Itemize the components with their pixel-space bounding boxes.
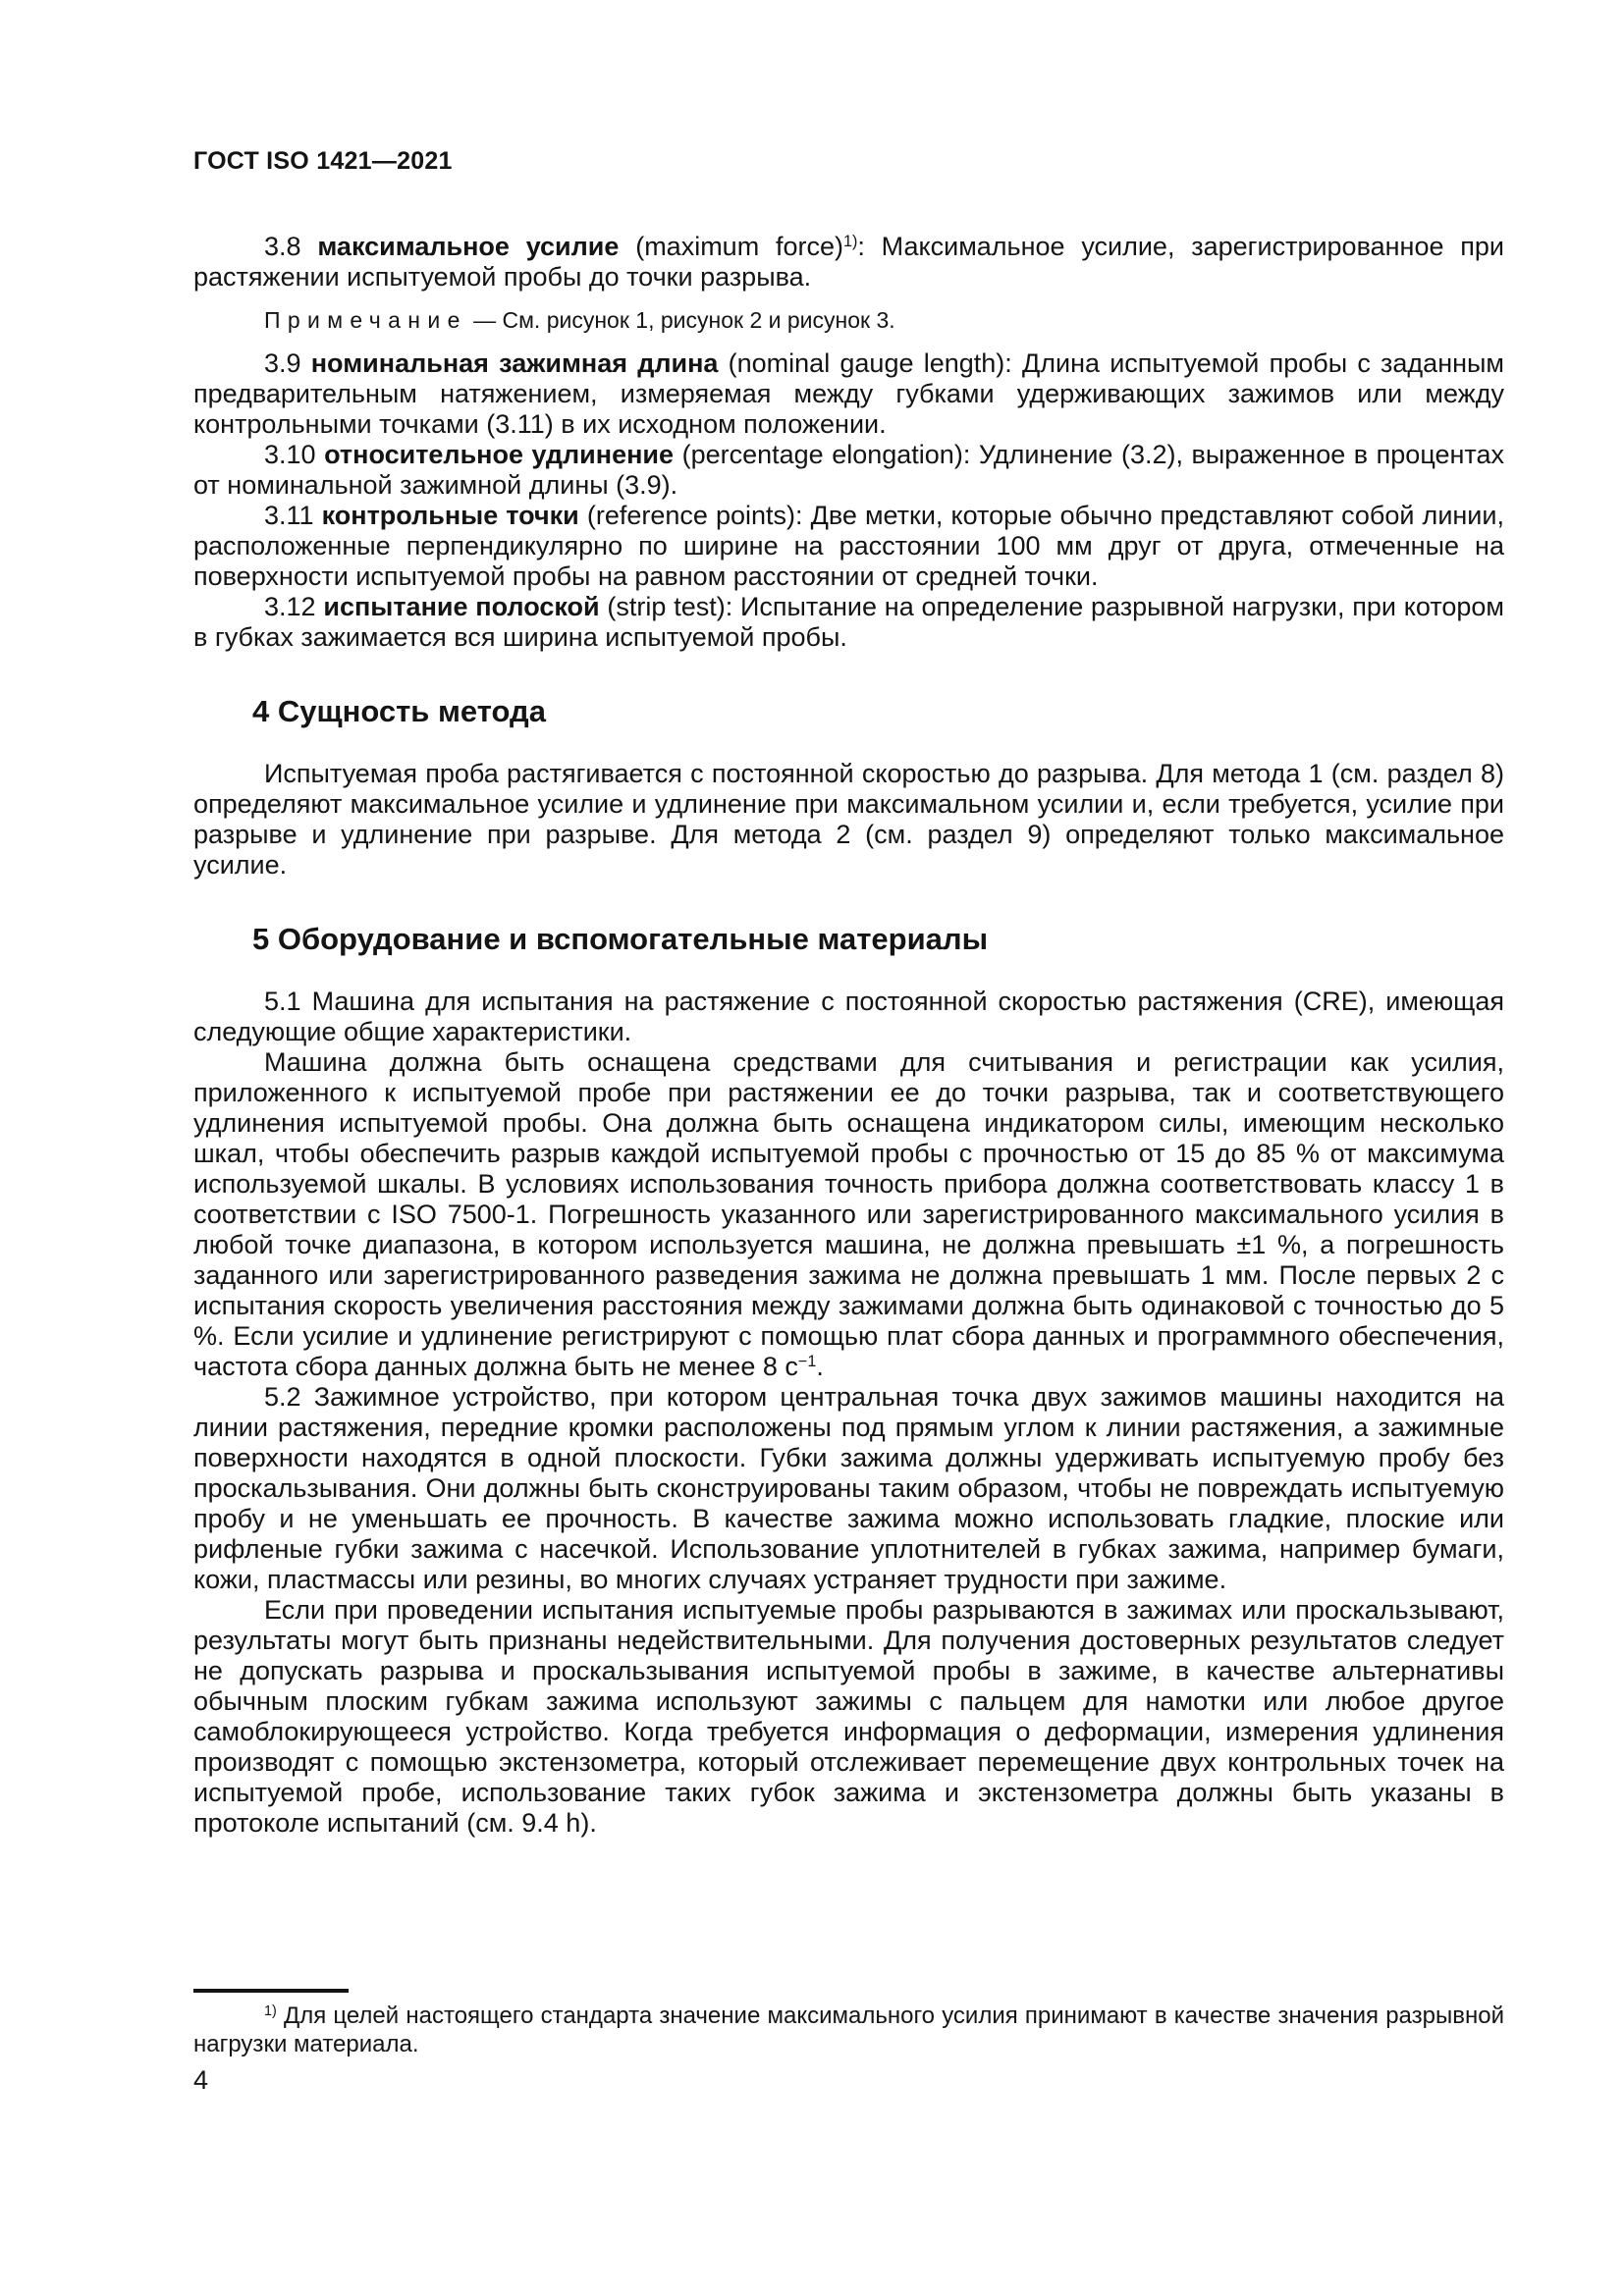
footnote-area xyxy=(193,1989,1504,2058)
text-run: 3.8 xyxy=(264,232,318,261)
text-run: контрольные точки xyxy=(321,501,579,530)
text-run: максимальное усилие xyxy=(317,232,620,261)
note-3-8 xyxy=(193,307,1504,334)
text-run: 3.12 xyxy=(264,592,324,621)
text-run: : Максимальное усилие, зарегистрированное при растяжении испытуемой пробы до точки разрыва. xyxy=(193,232,1504,292)
text-run: (percentage elongation): Удлинение (3.2), выраженное в процентах от номинальной зажимной длины (3.9). xyxy=(193,440,1504,500)
text-run: относительное удлинение xyxy=(324,440,675,469)
section-4-paragraph xyxy=(193,759,1504,881)
section-5-heading xyxy=(252,922,1504,957)
section-4-heading xyxy=(252,694,1504,729)
text-run: Испытуемая проба растягивается с постоянной скоростью до разрыва. Для метода 1 (см. раздел 8) определяют максимальное усилие и удлинение при максимальном усилии и, если требуется, усилие при разрыве и удлинение при разрыве. Для метода 2 (см. раздел 9) определяют только максимальное усилие. xyxy=(193,759,1504,880)
text-run: 4 Сущность метода xyxy=(252,694,546,728)
superscript-marker: −1 xyxy=(797,1353,817,1371)
clause-3-9 xyxy=(193,348,1504,440)
text-run: 5 Оборудование и вспомогательные материалы xyxy=(252,922,989,956)
page-number: 4 xyxy=(193,2065,209,2095)
text-run: Примечание xyxy=(264,307,467,333)
text-run: Для целей настоящего стандарта значение максимального усилия принимают в качестве значения разрывной нагрузки материала. xyxy=(193,2002,1504,2057)
clause-3-10 xyxy=(193,440,1504,501)
text-run: Если при проведении испытания испытуемые пробы разрываются в зажимах или проскальзывают, результаты могут быть признаны недействительными. Для получения достоверных результатов следует не допускать разрыва и проскальзывания испытуемой пробы в зажиме, в качестве альтернативы обычным плоским губкам зажима используют зажимы с пальцем для намотки или любое другое самоблокирующееся устройство. Когда требуется информация о деформации, измерения удлинения производят с помощью экстензометра, который отслеживает перемещение двух контрольных точек на испытуемой пробе, использование таких губок зажима и экстензометра должны быть указаны в протоколе испытаний (см. 9.4 h). xyxy=(193,1595,1504,1838)
footnote-divider xyxy=(193,1989,349,1993)
superscript-marker: 1) xyxy=(264,2003,277,2020)
text-run: (maximum force) xyxy=(619,232,843,261)
text-run: Машина должна быть оснащена средствами для считывания и регистрации как усилия, приложенного к испытуемой пробе при растяжении ее до точки разрыва, так и соответствующего удлинения испытуемой пробы. Она должна быть оснащена индикатором силы, имеющим несколько шкал, чтобы обеспечить разрыв каждой испытуемой пробы с прочностью от 15 до 85 % от максимума используемой шкалы. В условиях использования точность прибора должна соответствовать классу 1 в соответствии с ISO 7500-1. Погрешность указанного или зарегистрированного максимального усилия в любой точке диапазона, в котором используется машина, не должна превышать ±1 %, а погрешность заданного или зарегистрированного разведения зажима не должна превышать 1 мм. После первых 2 с испытания скорость увеличения расстояния между зажимами должна быть одинаковой с точностью до 5 %. Если усилие и удлинение регистрируют с помощью плат сбора данных и программного обеспечения, частота сбора данных должна быть не менее 8 с xyxy=(193,1047,1504,1381)
text-run: (strip test): Испытание на определение разрывной нагрузки, при котором в губках зажимается вся ширина испытуемой пробы. xyxy=(193,592,1504,652)
text-run: 3.9 xyxy=(264,348,311,378)
clause-5-1 xyxy=(193,987,1504,1047)
footnote-text xyxy=(193,2002,1504,2058)
text-run: . xyxy=(816,1352,824,1381)
superscript-marker: 1) xyxy=(843,233,858,251)
clause-3-12 xyxy=(193,592,1504,653)
clause-5-2-validity xyxy=(193,1595,1504,1839)
text-run: испытание полоской xyxy=(323,592,600,621)
text-run: 5.1 Машина для испытания на растяжение с постоянной скоростью растяжения (CRE), имеющая следующие общие характеристики. xyxy=(193,987,1504,1046)
text-run: — См. рисунок 1, рисунок 2 и рисунок 3. xyxy=(466,307,895,333)
text-run: 3.11 xyxy=(264,501,322,530)
document-body xyxy=(193,232,1504,1839)
clause-3-11 xyxy=(193,501,1504,592)
text-run: номинальная зажимная длина xyxy=(310,348,719,378)
page-header xyxy=(193,147,453,176)
text-run: 5.2 Зажимное устройство, при котором центральная точка двух зажимов машины находится на линии растяжения, передние кромки расположены под прямым углом к линии растяжения, а зажимные поверхности находятся в одной плоскости. Губки зажима должны удерживать испытуемую пробу без проскальзывания. Они должны быть сконструированы таким образом, чтобы не повреждать испытуемую пробу и не уменьшать ее прочность. В качестве зажима можно использовать гладкие, плоские или рифленые губки зажима с насечкой. Использование уплотнителей в губках зажима, например бумаги, кожи, пластмассы или резины, во многих случаях устраняет трудности при зажиме. xyxy=(193,1382,1504,1594)
clause-5-2 xyxy=(193,1382,1504,1595)
text-run: (reference points): Две метки, которые обычно представляют собой линии, расположенные перпендикулярно по ширине на расстоянии 100 мм друг от друга, отмеченные на поверхности испытуемой пробы на равном расстоянии от средней точки. xyxy=(193,501,1504,591)
clause-5-1-machine-requirements xyxy=(193,1047,1504,1382)
clause-3-8 xyxy=(193,232,1504,293)
document-code: ГОСТ ISO 1421—2021 xyxy=(193,147,453,175)
text-run: 3.10 xyxy=(264,440,325,469)
text-run: (nominal gauge length): Длина испытуемой пробы с заданным предварительным натяжением, измеряемая между губками удерживающих зажимов или между контрольными точками (3.11) в их исходном положении. xyxy=(193,348,1504,439)
